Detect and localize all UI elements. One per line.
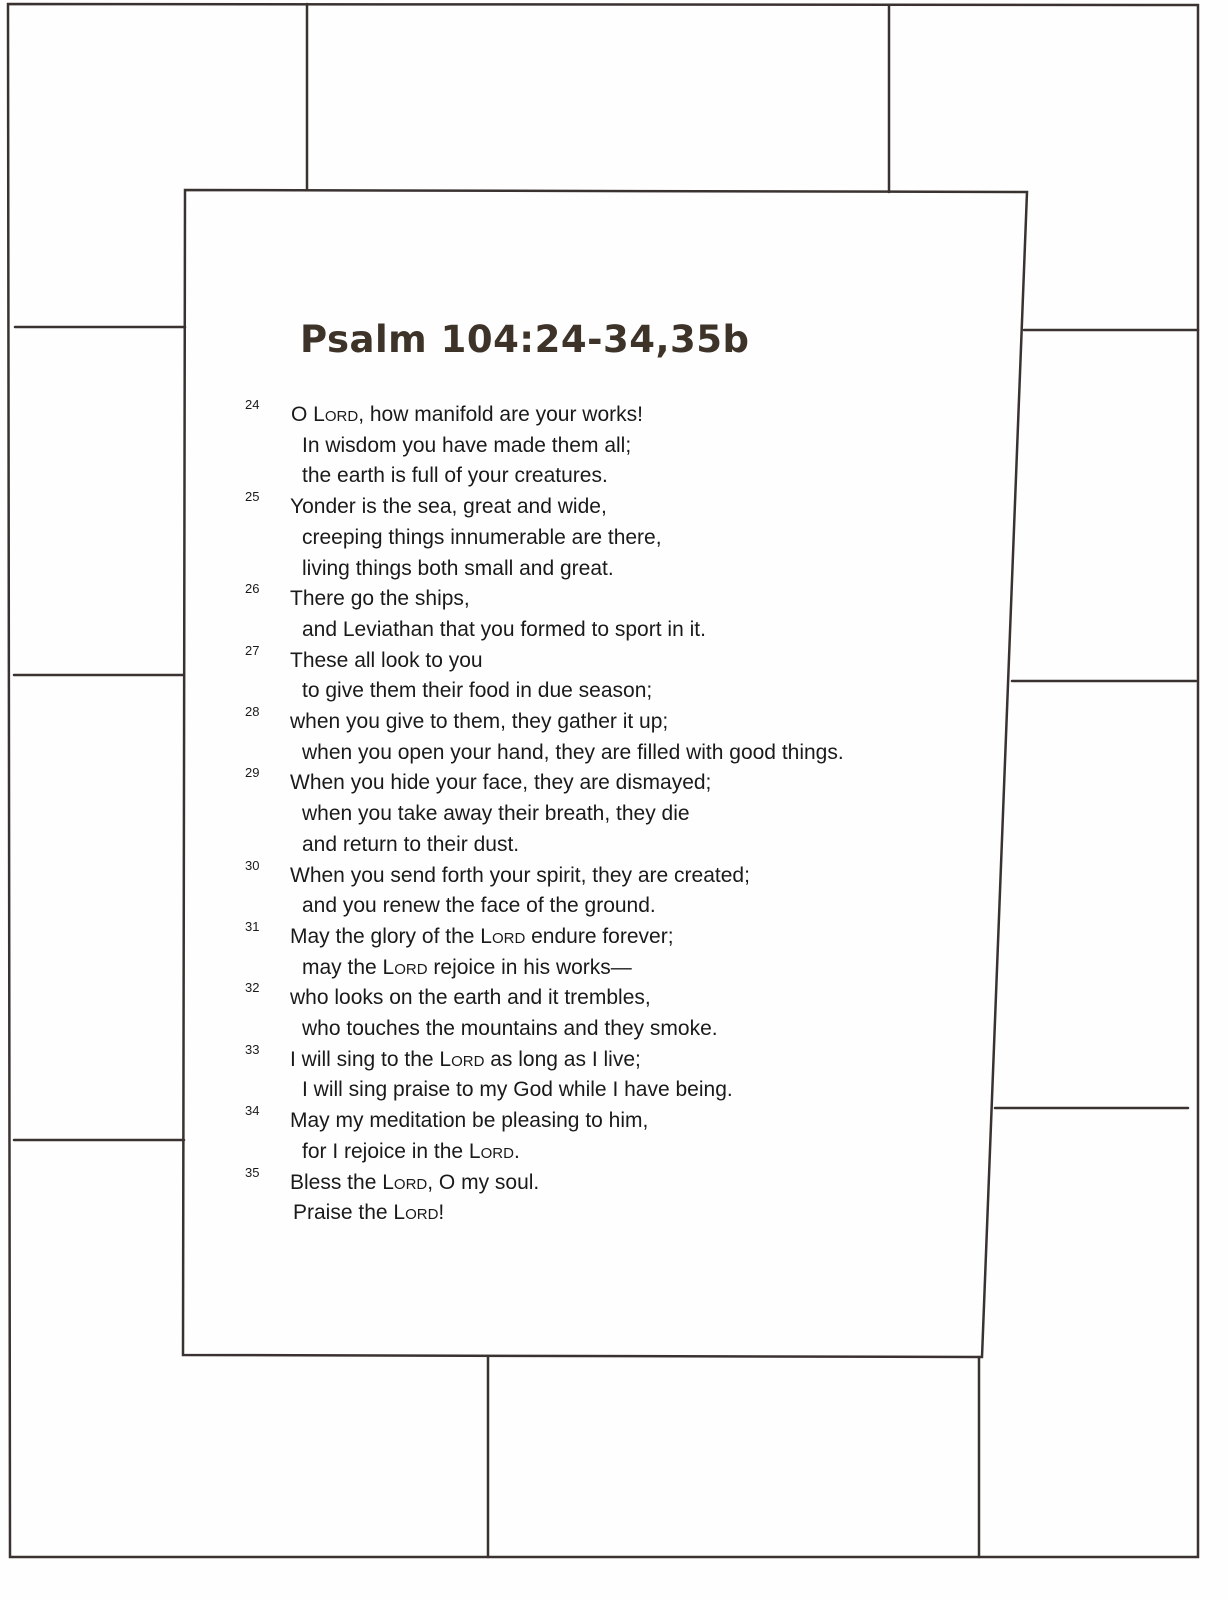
verse-line: when you give to them, they gather it up; bbox=[290, 710, 669, 733]
verse-number: 24 bbox=[245, 397, 260, 412]
verse-line: When you hide your face, they are dismayed; bbox=[290, 771, 712, 795]
verse-number: 29 bbox=[245, 765, 260, 781]
verse-line: Bless the Lord, O my soul. bbox=[290, 1170, 540, 1194]
verse-number: 25 bbox=[245, 489, 260, 505]
verse-continuation-line: when you take away their breath, they die bbox=[302, 802, 690, 826]
verse-continuation-line: for I rejoice in the Lord. bbox=[302, 1139, 520, 1163]
verse-line: These all look to you bbox=[290, 648, 483, 672]
verse-continuation-line: to give them their food in due season; bbox=[302, 679, 653, 703]
verse-continuation-line: Praise the Lord! bbox=[293, 1201, 445, 1225]
verse-number: 30 bbox=[245, 857, 260, 873]
verse-number: 27 bbox=[245, 642, 260, 658]
verse-number: 35 bbox=[245, 1164, 260, 1180]
verse-continuation-line: living things both small and great. bbox=[302, 556, 614, 580]
verse-line: There go the ships, bbox=[290, 587, 470, 611]
verse-line: Yonder is the sea, great and wide, bbox=[290, 495, 607, 519]
verse-continuation-line: I will sing praise to my God while I have being. bbox=[302, 1078, 733, 1102]
verse-number: 34 bbox=[245, 1103, 260, 1119]
verse-continuation-line: who touches the mountains and they smoke. bbox=[302, 1017, 718, 1040]
verse-number: 33 bbox=[245, 1041, 260, 1057]
page-title: Psalm 104:24-34,35b bbox=[300, 318, 750, 361]
verse-continuation-line: creeping things innumerable are there, bbox=[302, 525, 662, 549]
verse-line: O Lord, how manifold are your works! bbox=[291, 403, 643, 426]
verse-line: May the glory of the Lord endure forever; bbox=[290, 924, 674, 948]
verse-continuation-line: the earth is full of your creatures. bbox=[302, 464, 608, 488]
verse-continuation-line: and you renew the face of the ground. bbox=[302, 894, 656, 918]
verse-line: I will sing to the Lord as long as I live; bbox=[290, 1047, 641, 1071]
verse-continuation-line: and Leviathan that you formed to sport in it. bbox=[302, 617, 706, 641]
verse-number: 26 bbox=[245, 581, 260, 597]
verse-line: May my meditation be pleasing to him, bbox=[290, 1109, 649, 1133]
verse-continuation-line: may the Lord rejoice in his works— bbox=[302, 955, 632, 979]
verse-number: 28 bbox=[245, 704, 260, 719]
verse-continuation-line: when you open your hand, they are filled with good things. bbox=[302, 740, 844, 764]
verse-line: When you send forth your spirit, they are created; bbox=[290, 863, 750, 887]
verse-number: 32 bbox=[245, 980, 260, 996]
verse-continuation-line: and return to their dust. bbox=[302, 832, 520, 856]
verse-line: who looks on the earth and it trembles, bbox=[290, 986, 651, 1010]
verse-continuation-line: In wisdom you have made them all; bbox=[302, 433, 632, 457]
verse-number: 31 bbox=[245, 918, 260, 934]
